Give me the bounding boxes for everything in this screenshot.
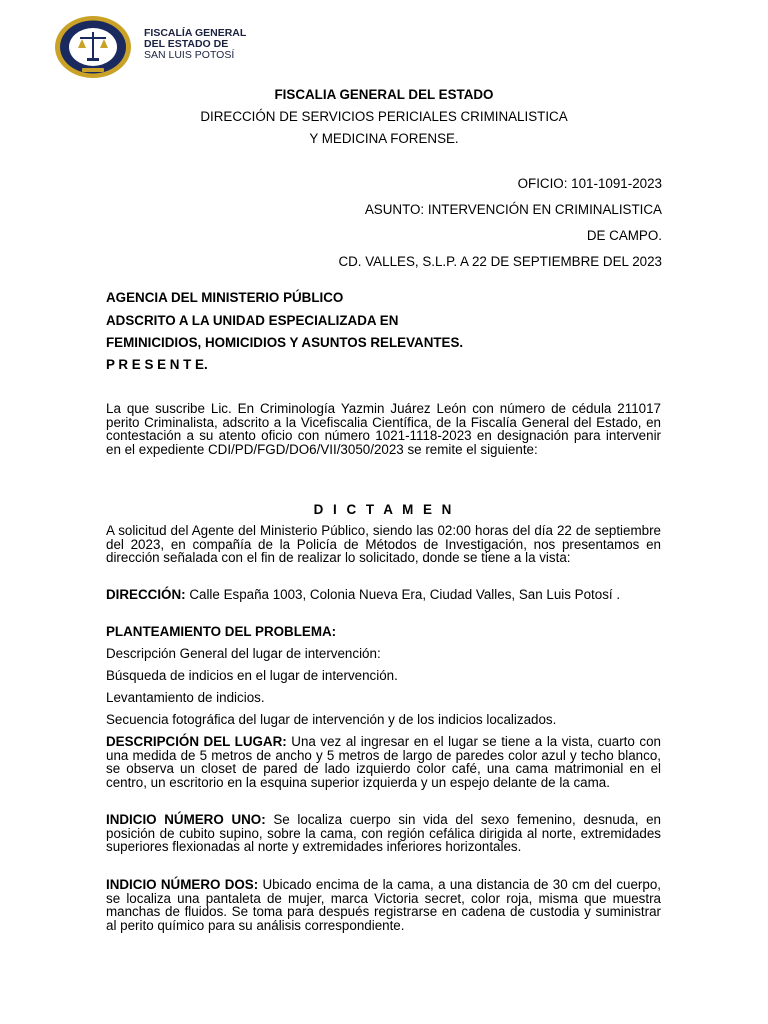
logo-line2: DEL ESTADO DE	[144, 38, 229, 50]
indicio-uno-label: INDICIO NÚMERO UNO:	[106, 812, 266, 827]
seal-icon	[52, 14, 134, 80]
header-subtitle-1: DIRECCIÓN DE SERVICIOS PERICIALES CRIMINALISTICA	[200, 109, 568, 124]
planteamiento-title: PLANTEAMIENTO DEL PROBLEMA:	[106, 624, 337, 639]
asunto-line-1: ASUNTO: INTERVENCIÓN EN CRIMINALISTICA	[364, 202, 662, 217]
planteamiento-item: Búsqueda de indicios en el lugar de intervención.	[106, 668, 398, 683]
recipient-line-2: ADSCRITO A LA UNIDAD ESPECIALIZADA EN	[106, 313, 399, 328]
descripcion-label: DESCRIPCIÓN DEL LUGAR:	[106, 734, 287, 749]
indicio-uno-text: Se localiza cuerpo sin vida del sexo femenino, desnuda, en posición de cubito supino, sobre la cama, con región cefálica dirigida al norte, extremidades superiores flexionadas al norte y extremidades inferiores horizontales.	[106, 812, 661, 855]
descripcion-text: Una vez al ingresar en el lugar se tiene a la vista, cuarto con una medida de 5 metros de ancho y 5 metros de largo de paredes color azul y techo blanco, se observa un closet de pared de lado izquierdo color café, una cama matrimonial en el centro, un escritorio en la esquina superior izquierda y un espejo delante de la cama.	[106, 734, 661, 790]
header-subtitle-2: Y MEDICINA FORENSE.	[309, 131, 459, 146]
fiscalia-logo	[52, 14, 262, 84]
direccion-label: DIRECCIÓN:	[106, 587, 186, 602]
descripcion-paragraph	[106, 735, 661, 789]
header-title: FISCALIA GENERAL DEL ESTADO	[274, 87, 494, 102]
logo-line1: FISCALÍA GENERAL	[144, 27, 247, 39]
oficio-number: OFICIO: 101-1091-2023	[517, 176, 662, 191]
recipient-line-3: FEMINICIDIOS, HOMICIDIOS Y ASUNTOS RELEVANTES.	[106, 335, 464, 350]
planteamiento-item: Secuencia fotográfica del lugar de intervención y de los indicios localizados.	[106, 712, 557, 727]
dictamen-title: D I C T A M E N	[313, 502, 455, 517]
indicio-dos-text: Ubicado encima de la cama, a una distancia de 30 cm del cuerpo, se localiza una pantaleta de mujer, marca Victoria secret, color roja, misma que muestra manchas de fluidos. Se toma para después registrarse en cadena de custodia y suministrar al perito químico para su análisis correspondiente.	[106, 877, 661, 933]
planteamiento-item: Descripción General del lugar de intervención:	[106, 646, 381, 661]
document-date: CD. VALLES, S.L.P. A 22 DE SEPTIEMBRE DEL 2023	[338, 254, 662, 269]
indicio-dos-label: INDICIO NÚMERO DOS:	[106, 877, 259, 892]
logo-line3: SAN LUIS POTOSÍ	[144, 49, 235, 61]
recipient-line-4: P R E S E N T E.	[106, 357, 208, 372]
direccion-paragraph	[106, 588, 661, 602]
planteamiento-item: Levantamiento de indicios.	[106, 690, 265, 705]
indicio-uno-paragraph	[106, 813, 661, 854]
asunto-line-2: DE CAMPO.	[586, 228, 662, 243]
direccion-text: Calle España 1003, Colonia Nueva Era, Ciudad Valles, San Luis Potosí .	[185, 587, 621, 602]
recipient-line-1: AGENCIA DEL MINISTERIO PÚBLICO	[106, 290, 344, 305]
dictamen-intro: A solicitud del Agente del Ministerio Público, siendo las 02:00 horas del día 22 de septiembre del 2023, en compañía de la Policía de Métodos de Investigación, nos presentamos en dirección señalada con el fin de realizar lo solicitado, donde se tiene a la vista:	[106, 523, 661, 566]
indicio-dos-paragraph	[106, 878, 661, 932]
intro-paragraph: La que suscribe Lic. En Criminología Yazmin Juárez León con número de cédula 211017 perito Criminalista, adscrito a la Vicefiscalia Científica, de la Fiscalía General del Estado, en contestación a su atento oficio con número 1021-1118-2023 en designación para intervenir en el expediente CDI/PD/FGD/DO6/VII/3050/2023 se remite el siguiente:	[106, 401, 661, 457]
